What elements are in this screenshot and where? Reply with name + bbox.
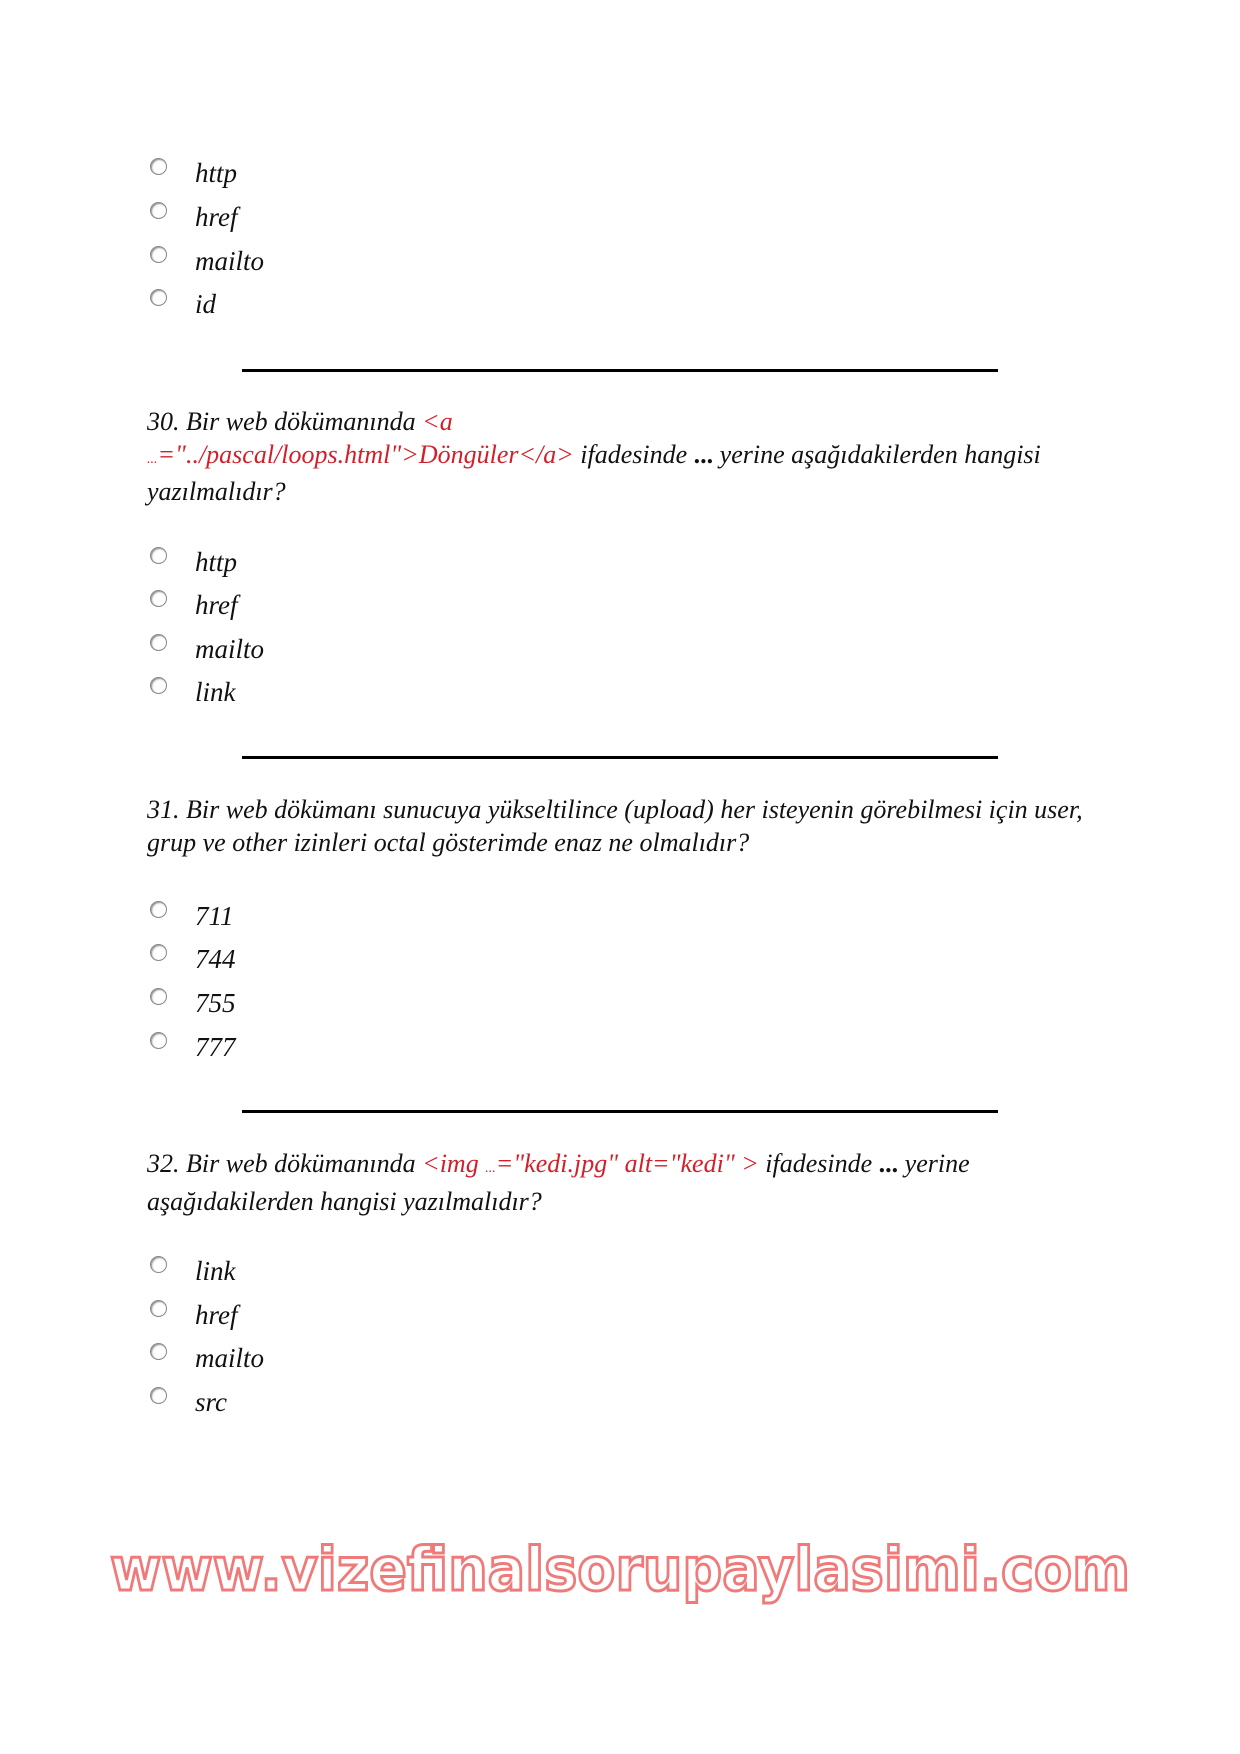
option-label: link — [195, 676, 236, 707]
question-text: ifadesinde — [758, 1149, 879, 1178]
radio-button[interactable] — [150, 590, 167, 607]
question-text: Bir web dökümanında — [186, 407, 423, 436]
radio-button[interactable] — [150, 1256, 167, 1273]
option-755[interactable] — [150, 986, 236, 1020]
option-744[interactable] — [150, 942, 236, 976]
option-label: href — [195, 201, 238, 232]
option-label: 744 — [195, 943, 236, 974]
option-label: 777 — [195, 1031, 236, 1062]
divider — [242, 1110, 998, 1113]
option-label: mailto — [195, 1342, 265, 1373]
radio-button[interactable] — [150, 1387, 167, 1404]
blank-placeholder: ... — [147, 451, 158, 467]
radio-button[interactable] — [150, 246, 167, 263]
blank-placeholder: ... — [878, 1149, 899, 1178]
option-711[interactable] — [150, 899, 234, 933]
option-label: 711 — [195, 900, 234, 931]
option-mailto[interactable] — [150, 632, 264, 666]
option-label: 755 — [195, 987, 236, 1018]
option-label: http — [195, 157, 238, 188]
code-snippet: ="kedi.jpg" alt="kedi" > — [495, 1149, 759, 1178]
option-label: mailto — [195, 633, 265, 664]
question-text: Bir web dökümanında — [186, 1149, 423, 1178]
question-text: yerine aşağıdakilerden hangisi yazılmalıdır? — [147, 1149, 970, 1216]
radio-button[interactable] — [150, 901, 167, 918]
question-text: yerine aşağıdakilerden hangisi yazılmalıdır? — [147, 439, 1041, 506]
radio-button[interactable] — [150, 634, 167, 651]
option-href[interactable] — [150, 588, 238, 622]
option-http[interactable] — [150, 156, 237, 190]
option-http[interactable] — [150, 545, 237, 579]
radio-button[interactable] — [150, 1300, 167, 1317]
code-snippet: <a — [422, 407, 453, 436]
radio-button[interactable] — [150, 677, 167, 694]
radio-button[interactable] — [150, 1032, 167, 1049]
radio-button[interactable] — [150, 202, 167, 219]
radio-button[interactable] — [150, 547, 167, 564]
option-mailto[interactable] — [150, 1341, 264, 1375]
watermark — [0, 1500, 1240, 1640]
option-src[interactable] — [150, 1385, 227, 1419]
option-href[interactable] — [150, 200, 238, 234]
radio-button[interactable] — [150, 1343, 167, 1360]
code-snippet: ="../pascal/loops.html">Döngüler</a> — [157, 439, 574, 469]
option-777[interactable] — [150, 1030, 236, 1064]
question-number: 32. — [147, 1149, 180, 1178]
blank-placeholder: ... — [485, 1161, 496, 1176]
watermark-text: www.vizefinalsorupaylasimi.com — [110, 1535, 1130, 1605]
question-30 — [147, 406, 1107, 509]
radio-button[interactable] — [150, 289, 167, 306]
option-label: href — [195, 589, 238, 620]
radio-button[interactable] — [150, 944, 167, 961]
radio-button[interactable] — [150, 988, 167, 1005]
option-label: id — [195, 288, 217, 319]
option-link[interactable] — [150, 675, 236, 709]
question-number: 30. — [147, 407, 180, 436]
question-text: ifadesinde — [573, 439, 694, 469]
divider — [242, 756, 998, 759]
question-31: 31. Bir web dökümanı sunucuya yükseltilince (upload) her isteyenin görebilmesi için user, grup ve other izinleri octal gösterimde enaz ne olmalıdır? — [147, 795, 1083, 857]
option-label: link — [195, 1255, 236, 1286]
radio-button[interactable] — [150, 158, 167, 175]
option-label: href — [195, 1299, 238, 1330]
question-32 — [147, 1148, 1107, 1218]
code-snippet: <img — [422, 1149, 486, 1178]
option-label: http — [195, 546, 238, 577]
option-label: mailto — [195, 245, 265, 276]
option-id[interactable] — [150, 287, 216, 321]
option-href[interactable] — [150, 1298, 238, 1332]
option-mailto[interactable] — [150, 244, 264, 278]
option-label: src — [195, 1386, 227, 1417]
blank-placeholder: ... — [693, 439, 714, 469]
option-link[interactable] — [150, 1254, 236, 1288]
divider — [242, 369, 998, 372]
